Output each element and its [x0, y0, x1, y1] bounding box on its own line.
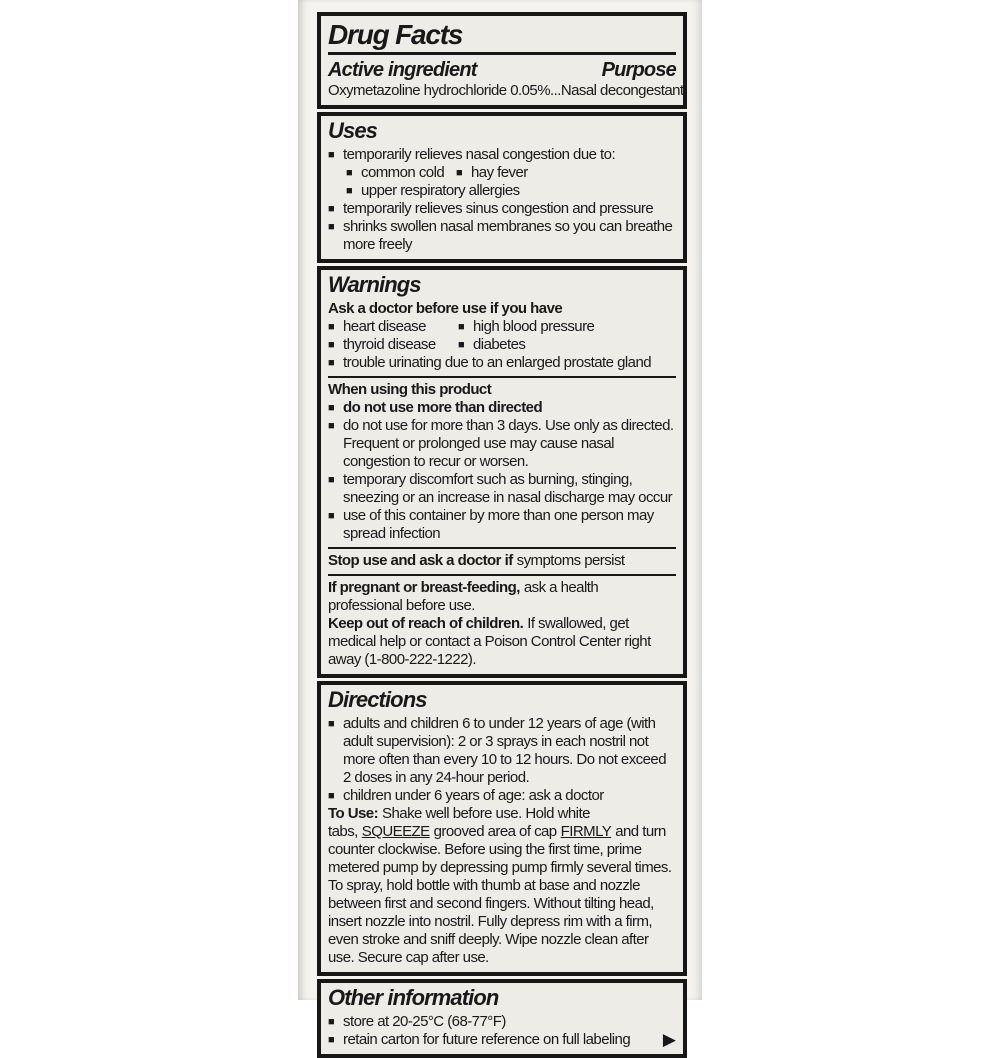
- section-header: [317, 12, 687, 109]
- bullet-item: [328, 336, 458, 354]
- bullet-text: store at 20-25°C (68-77°F): [343, 1013, 506, 1030]
- bullet-square-icon: ■: [346, 185, 353, 197]
- warnings-divider: [328, 574, 676, 576]
- bullet-item: [328, 146, 676, 164]
- when-using-subheading: When using this product: [328, 381, 492, 398]
- bullet-item: [328, 218, 676, 254]
- active-ingredient-heading: Active ingredient: [328, 59, 477, 81]
- active-ingredient-row: [328, 58, 676, 82]
- active-ingredient-line: Oxymetazoline hydrochloride 0.05%...Nasal decongestant: [328, 82, 684, 99]
- bullet-item: [328, 507, 676, 543]
- bullet-square-icon: ■: [328, 1034, 335, 1046]
- conditions-row: [328, 336, 676, 354]
- bullet-square-icon: ■: [328, 790, 335, 802]
- other-information-heading: Other information: [328, 985, 499, 1010]
- bullet-text: shrinks swollen nasal membranes so you can breathe more freely: [343, 218, 673, 253]
- header-divider: [328, 52, 676, 55]
- to-use-text: Shake well before use. Hold white tabs,: [328, 805, 590, 840]
- bullet-item: [328, 471, 676, 507]
- to-use-text: grooved area of cap: [433, 823, 557, 840]
- uses-sub-row: [346, 164, 676, 182]
- bullet-square-icon: ■: [328, 321, 335, 333]
- bullet-square-icon: ■: [328, 149, 335, 161]
- section-warnings: [317, 266, 687, 678]
- keep-out-of-reach-line: [328, 615, 676, 669]
- bullet-square-icon: ■: [328, 474, 335, 486]
- pregnant-rest: ask a health professional before use.: [328, 579, 599, 614]
- bullet-item: [328, 1013, 676, 1031]
- bullet-item: [328, 787, 676, 805]
- bullet-square-icon: ■: [328, 510, 335, 522]
- pregnant-line: [328, 579, 676, 615]
- bullet-text: adults and children 6 to under 12 years of age (with adult supervision): 2 or 3 sprays in each nostril not more often than every 10 to 12 hours. Do not exceed 2 doses in any 24-hour period.: [343, 715, 667, 786]
- bullet-item: [328, 1031, 676, 1049]
- bullet-square-icon: ■: [328, 1016, 335, 1028]
- bullet-square-icon: ■: [458, 321, 465, 333]
- bullet-square-icon: ■: [346, 167, 353, 179]
- uses-heading: Uses: [328, 118, 377, 143]
- bullet-text: high blood pressure: [473, 318, 595, 335]
- section-other-information: [317, 979, 687, 1058]
- warnings-divider: [328, 376, 676, 378]
- bullet-square-icon: ■: [328, 718, 335, 730]
- bullet-text: temporarily relieves sinus congestion and pressure: [343, 200, 654, 217]
- warnings-heading: Warnings: [328, 272, 421, 297]
- squeeze-underlined: SQUEEZE: [361, 823, 430, 840]
- bullet-text: thyroid disease: [343, 336, 436, 353]
- bullet-square-icon: ■: [458, 339, 465, 351]
- bullet-item: [328, 200, 676, 218]
- to-use-lead: To Use:: [328, 805, 379, 822]
- bullet-text: heart disease: [343, 318, 426, 335]
- bullet-item: [346, 182, 676, 200]
- stop-use-rest: symptoms persist: [516, 552, 625, 569]
- bullet-text: use of this container by more than one person may spread infection: [343, 507, 654, 542]
- bullet-text: children under 6 years of age: ask a doctor: [343, 787, 604, 804]
- bullet-text: temporary discomfort such as burning, stinging, sneezing or an increase in nasal discharge may occur: [343, 471, 673, 506]
- warnings-divider: [328, 547, 676, 549]
- drug-facts-title: Drug Facts: [328, 19, 463, 50]
- bullet-text: common cold: [361, 164, 445, 181]
- bullet-item: [328, 318, 458, 336]
- section-directions: [317, 681, 687, 976]
- bullet-square-icon: ■: [328, 221, 335, 233]
- purpose-heading: Purpose: [601, 59, 676, 81]
- to-use-text: and turn counter clockwise. Before using the first time, prime metered pump by depressing pump firmly several times. To spray, hold bottle with thumb at base and nozzle between first and second fingers. Without tilting head, insert nozzle into nostril. Fully depress rim with a firm, even stroke and sniff deeply. Wipe nozzle clean after use. Secure cap after use.: [328, 823, 672, 966]
- bullet-text: hay fever: [471, 164, 528, 181]
- bullet-text: temporarily relieves nasal congestion due to:: [343, 146, 616, 163]
- bullet-text: do not use more than directed: [343, 399, 543, 416]
- bullet-item: [458, 318, 594, 336]
- bullet-item: [328, 417, 676, 471]
- to-use-paragraph: [328, 805, 676, 967]
- firmly-underlined: FIRMLY: [560, 823, 612, 840]
- pregnant-lead: If pregnant or breast-feeding,: [328, 579, 520, 596]
- directions-heading: Directions: [328, 687, 427, 712]
- bullet-item: [328, 354, 676, 372]
- ask-doctor-subheading: Ask a doctor before use if you have: [328, 300, 563, 317]
- bullet-text: diabetes: [473, 336, 526, 353]
- stop-use-line: [328, 552, 676, 570]
- conditions-row: [328, 318, 676, 336]
- stop-use-lead: Stop use and ask a doctor if: [328, 552, 513, 569]
- bullet-text: trouble urinating due to an enlarged prostate gland: [343, 354, 652, 371]
- bullet-square-icon: ■: [328, 339, 335, 351]
- bullet-text: upper respiratory allergies: [361, 182, 520, 199]
- arrow-right-icon: ▶: [662, 1030, 676, 1049]
- keep-out-rest: If swallowed, get medical help or contact a Poison Control Center right away (1-800-222-1222).: [328, 615, 651, 668]
- bullet-square-icon: ■: [456, 167, 463, 179]
- section-uses: [317, 112, 687, 263]
- keep-out-lead: Keep out of reach of children.: [328, 615, 524, 632]
- bullet-item: [458, 336, 525, 354]
- bullet-item: [456, 164, 528, 182]
- bullet-text: retain carton for future reference on full labeling: [343, 1031, 631, 1048]
- bullet-item: [328, 399, 676, 417]
- bullet-square-icon: ■: [328, 357, 335, 369]
- drug-facts-label: [317, 12, 687, 1058]
- bullet-item: [346, 164, 456, 182]
- bullet-square-icon: ■: [328, 420, 335, 432]
- bullet-text: do not use for more than 3 days. Use only as directed. Frequent or prolonged use may cause nasal congestion to recur or worsen.: [343, 417, 674, 470]
- bullet-item: [328, 715, 676, 787]
- bullet-square-icon: ■: [328, 203, 335, 215]
- bullet-square-icon: ■: [328, 402, 335, 414]
